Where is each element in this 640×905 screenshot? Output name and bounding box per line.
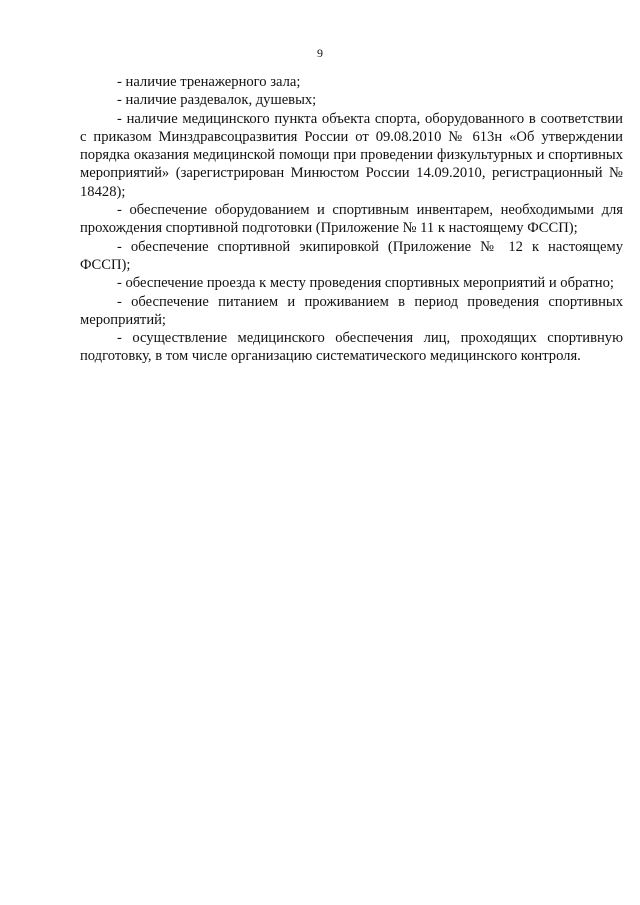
page-number: 9 xyxy=(317,46,323,60)
document-body xyxy=(80,73,623,366)
list-item-equipment: - обеспечение оборудованием и спортивным инвентарем, необходимыми для прохождения спортивной подготовки (Приложение № 11 к настоящему ФССП); xyxy=(80,202,623,237)
list-item-gym: - наличие тренажерного зала; xyxy=(117,74,301,90)
list-item-locker-rooms: - наличие раздевалок, душевых; xyxy=(117,92,317,109)
list-item-medical-support: - осуществление медицинского обеспечения лиц, проходящих спортивную подготовку, в том числе организацию систематического медицинского контроля. xyxy=(80,330,623,365)
list-item-sports-outfit: - обеспечение спортивной экипировкой (Приложение № 12 к настоящему ФССП); xyxy=(80,238,623,273)
list-item-travel: - обеспечение проезда к месту проведения спортивных мероприятий и обратно; xyxy=(117,275,614,292)
list-item-medical-point: - наличие медицинского пункта объекта спорта, оборудованного в соответствии с приказом Минздравсоцразвития России от 09.08.2010 № 613н «Об утверждении порядка оказания медицинской помощи при проведении физкультурных и спортивных мероприятий» (зарегистрирован Минюстом России 14.09.2010, регистрационный № 18428); xyxy=(80,110,623,200)
list-item-food-lodging: - обеспечение питанием и проживанием в период проведения спортивных мероприятий; xyxy=(80,293,623,328)
